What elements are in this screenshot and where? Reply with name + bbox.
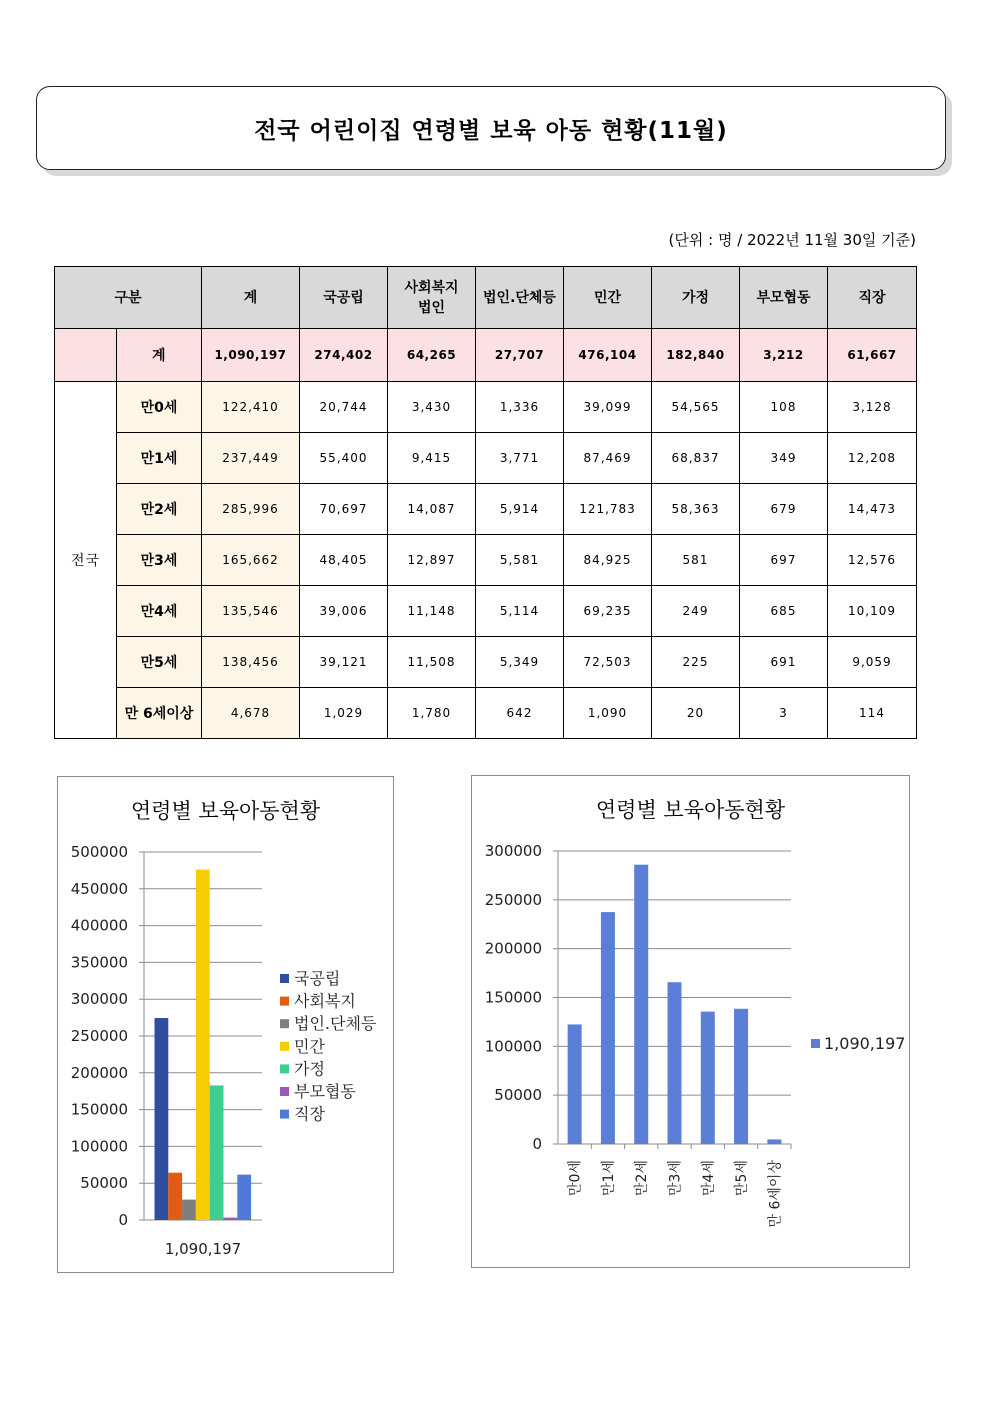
header-cell: 국공립: [300, 267, 388, 329]
age-label: 만1세: [117, 433, 202, 484]
table-row: [55, 484, 917, 535]
table-cell: 3,430: [388, 382, 476, 433]
x-tick-label: 만4세: [700, 1160, 717, 1196]
age-label: 만2세: [117, 484, 202, 535]
table-cell: 237,449: [202, 433, 300, 484]
legend-swatch: [811, 1039, 820, 1048]
table-cell: 84,925: [564, 535, 652, 586]
table-cell: 87,469: [564, 433, 652, 484]
table-cell: 697: [740, 535, 828, 586]
bar-부모협동: [224, 1218, 238, 1220]
stats-table: [54, 266, 917, 739]
legend-label: 부모협동: [294, 1082, 356, 1101]
age-label: 만3세: [117, 535, 202, 586]
table-cell: 122,410: [202, 382, 300, 433]
table-cell: 679: [740, 484, 828, 535]
table-cell: 4,678: [202, 688, 300, 739]
total-value: 1,090,197: [202, 329, 300, 382]
table-cell: 1,336: [476, 382, 564, 433]
bar-만3세: [668, 982, 682, 1144]
y-tick-label: 250000: [484, 890, 542, 909]
legend-swatch: [280, 997, 289, 1006]
header-cell: 부모협동: [740, 267, 828, 329]
table-cell: 3,128: [828, 382, 917, 433]
header-cell: 계: [202, 267, 300, 329]
table-cell: 72,503: [564, 637, 652, 688]
y-tick-label: 250000: [70, 1027, 128, 1045]
age-label: 만5세: [117, 637, 202, 688]
table-cell: 285,996: [202, 484, 300, 535]
bar-만2세: [634, 865, 648, 1144]
table-cell: 39,099: [564, 382, 652, 433]
header-cell: 구분: [55, 267, 202, 329]
table-cell: 14,087: [388, 484, 476, 535]
chart-title: 연령별 보육아동현황: [130, 799, 321, 823]
table-cell: 39,006: [300, 586, 388, 637]
y-tick-label: 150000: [70, 1100, 128, 1119]
table-cell: 58,363: [652, 484, 740, 535]
table-cell: 108: [740, 382, 828, 433]
y-tick-label: 450000: [70, 879, 128, 898]
y-tick-label: 300000: [484, 842, 542, 860]
table-row: [55, 382, 917, 433]
header-cell: 사회복지 법인: [388, 267, 476, 329]
age-label: 만4세: [117, 586, 202, 637]
table-row: [55, 535, 917, 586]
chart-by-type-svg: [58, 777, 393, 1272]
legend-label: 가정: [294, 1059, 325, 1079]
total-value: 476,104: [564, 329, 652, 382]
legend-swatch: [280, 974, 289, 983]
bar-사회복지: [168, 1173, 182, 1220]
table-cell: 12,576: [828, 535, 917, 586]
y-tick-label: 350000: [70, 953, 128, 972]
total-value: 182,840: [652, 329, 740, 382]
title-box: [36, 86, 946, 170]
legend-label: 법인.단체등: [294, 1014, 377, 1034]
y-tick-label: 50000: [80, 1174, 128, 1193]
table-cell: 1,029: [300, 688, 388, 739]
legend-label: 국공립: [294, 969, 341, 988]
table-cell: 5,581: [476, 535, 564, 586]
age-label: 만 6세이상: [117, 688, 202, 739]
table-cell: 69,235: [564, 586, 652, 637]
table-cell: 642: [476, 688, 564, 739]
total-value: 274,402: [300, 329, 388, 382]
table-cell: 349: [740, 433, 828, 484]
x-tick-label: 만5세: [734, 1160, 751, 1196]
chart-by-type: [57, 776, 394, 1273]
total-value: 61,667: [828, 329, 917, 382]
table-header-row: [55, 267, 917, 329]
table-row: [55, 637, 917, 688]
table-cell: 3: [740, 688, 828, 739]
table-cell: 114: [828, 688, 917, 739]
legend-label: 1,090,197: [824, 1034, 906, 1053]
legend-swatch: [280, 1019, 289, 1028]
table-cell: 691: [740, 637, 828, 688]
table-cell: 225: [652, 637, 740, 688]
y-tick-label: 50000: [494, 1086, 542, 1105]
table-cell: 20,744: [300, 382, 388, 433]
age-label: 만0세: [117, 382, 202, 433]
table-cell: 9,059: [828, 637, 917, 688]
y-tick-label: 400000: [70, 916, 128, 935]
region-cell: 전국: [55, 382, 117, 739]
legend-label: 직장: [294, 1104, 325, 1124]
x-tick-label: 만1세: [600, 1160, 617, 1196]
table-cell: 9,415: [388, 433, 476, 484]
unit-note: (단위 : 명 / 2022년 11월 30일 기준): [668, 231, 916, 249]
table-cell: 121,783: [564, 484, 652, 535]
chart-title: 연령별 보육아동현황: [595, 798, 786, 822]
table-cell: 249: [652, 586, 740, 637]
bar-만4세: [701, 1012, 715, 1144]
header-cell: 법인.단체등: [476, 267, 564, 329]
legend-swatch: [280, 1042, 289, 1051]
table-cell: 5,114: [476, 586, 564, 637]
table-cell: 12,897: [388, 535, 476, 586]
page-title: 전국 어린이집 연령별 보육 아동 현황(11월): [254, 117, 728, 144]
y-tick-label: 200000: [484, 939, 542, 958]
table-cell: 70,697: [300, 484, 388, 535]
legend-swatch: [280, 1110, 289, 1119]
total-value: 3,212: [740, 329, 828, 382]
legend-swatch: [280, 1087, 289, 1096]
x-tick-label: 만 6세이상: [767, 1160, 784, 1228]
y-tick-label: 0: [532, 1135, 542, 1153]
table-cell: 12,208: [828, 433, 917, 484]
x-tick-label: 만0세: [567, 1160, 584, 1196]
table-cell: 581: [652, 535, 740, 586]
table-cell: 5,914: [476, 484, 564, 535]
x-tick-label: 만2세: [634, 1160, 651, 1196]
bar-가정: [210, 1085, 224, 1220]
y-tick-label: 150000: [484, 988, 542, 1007]
x-tick-label: 만3세: [667, 1160, 684, 1196]
y-tick-label: 200000: [70, 1063, 128, 1082]
legend-label: 사회복지: [294, 991, 356, 1011]
header-cell: 직장: [828, 267, 917, 329]
table-cell: 11,148: [388, 586, 476, 637]
legend-label: 민간: [294, 1036, 325, 1056]
chart-by-age-svg: [472, 776, 909, 1267]
bar-민간: [196, 870, 210, 1220]
table-row: [55, 586, 917, 637]
header-cell: 민간: [564, 267, 652, 329]
bar-만 6세이상: [767, 1139, 781, 1144]
bar-직장: [237, 1175, 251, 1220]
y-tick-label: 0: [118, 1211, 128, 1229]
table-cell: 14,473: [828, 484, 917, 535]
y-tick-label: 100000: [70, 1137, 128, 1156]
table-cell: 685: [740, 586, 828, 637]
table-row: [55, 433, 917, 484]
table-cell: 138,456: [202, 637, 300, 688]
table-cell: 1,780: [388, 688, 476, 739]
table-cell: 55,400: [300, 433, 388, 484]
table-cell: 3,771: [476, 433, 564, 484]
total-label: 계: [117, 329, 202, 382]
table-cell: 48,405: [300, 535, 388, 586]
total-value: 27,707: [476, 329, 564, 382]
legend-swatch: [280, 1064, 289, 1073]
table-cell: 165,662: [202, 535, 300, 586]
header-cell: 가정: [652, 267, 740, 329]
y-tick-label: 100000: [484, 1037, 542, 1056]
total-value: 64,265: [388, 329, 476, 382]
table-cell: 10,109: [828, 586, 917, 637]
total-row: [55, 329, 917, 382]
bar-만0세: [568, 1024, 582, 1144]
bar-만5세: [734, 1009, 748, 1144]
bar-만1세: [601, 912, 615, 1144]
table-cell: 5,349: [476, 637, 564, 688]
table-cell: 39,121: [300, 637, 388, 688]
blank-cell: [55, 329, 117, 382]
table-cell: 1,090: [564, 688, 652, 739]
table-cell: 135,546: [202, 586, 300, 637]
table-cell: 68,837: [652, 433, 740, 484]
table-cell: 54,565: [652, 382, 740, 433]
bar-법인.단체등: [182, 1200, 196, 1220]
bar-국공립: [155, 1018, 169, 1220]
x-category-label: 1,090,197: [164, 1240, 242, 1258]
table-row: [55, 688, 917, 739]
y-tick-label: 500000: [70, 843, 128, 861]
table-cell: 11,508: [388, 637, 476, 688]
chart-by-age: [471, 775, 910, 1268]
table-cell: 20: [652, 688, 740, 739]
y-tick-label: 300000: [70, 990, 128, 1009]
